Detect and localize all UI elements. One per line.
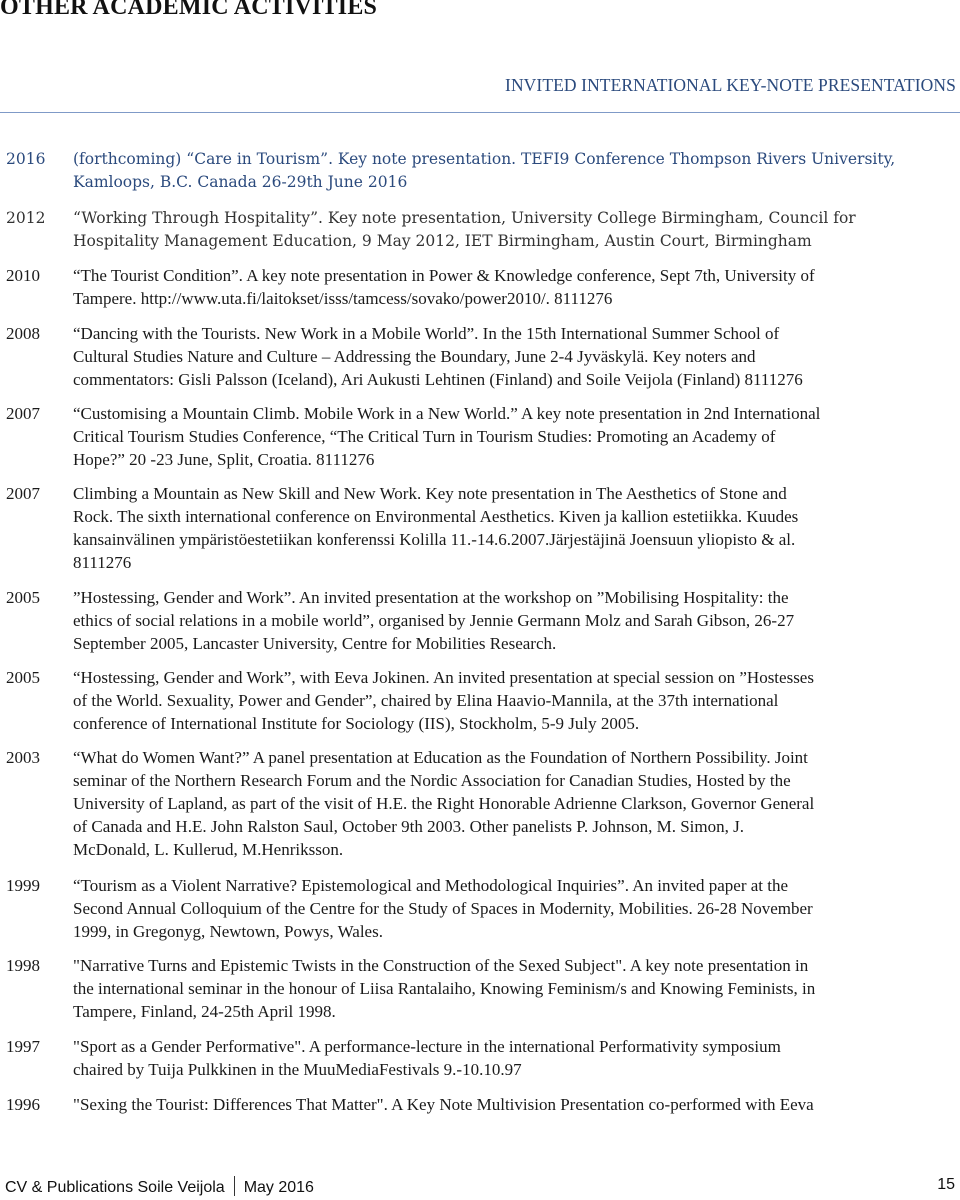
entry-year: 2007	[6, 404, 40, 423]
entry-line: University of Lapland, as part of the visit of H.E. the Right Honorable Adrienne Clarkson, Governor General	[73, 794, 815, 813]
entry-text	[73, 954, 953, 1023]
entry-text	[73, 207, 953, 253]
entry-year: 1999	[6, 876, 40, 895]
entry-line: "Sport as a Gender Performative". A performance-lecture in the international Performativity symposium	[73, 1037, 781, 1056]
entry-line: Cultural Studies Nature and Culture – Addressing the Boundary, June 2-4 Jyväskylä. Key noters and	[73, 347, 756, 366]
entry-text	[73, 1035, 953, 1081]
entry-line: commentators: Gisli Palsson (Iceland), Ari Aukusti Lehtinen (Finland) and Soile Veijola (Finland) 8111276	[73, 370, 803, 389]
entry-text	[73, 322, 953, 391]
entry-line: Hospitality Management Education, 9 May 2012, IET Birmingham, Austin Court, Birmingham	[73, 232, 812, 250]
page-heading: OTHER ACADEMIC ACTIVITIES	[0, 0, 378, 20]
page-number: 15	[937, 1176, 955, 1193]
entry-line: conference of International Institute for Sociology (IIS), Stockholm, 5-9 July 2005.	[73, 714, 640, 733]
entry-line: Hope?” 20 -23 June, Split, Croatia. 8111276	[73, 450, 375, 469]
entry-line: (forthcoming) “Care in Tourism”. Key note presentation. TEFI9 Conference Thompson Rivers University,	[73, 150, 896, 168]
entry-text	[73, 264, 953, 310]
entry-line: Rock. The sixth international conference on Environmental Aesthetics. Kiven ja kallion estetiikka. Kuudes	[73, 507, 799, 526]
entry-line: Tampere. http://www.uta.fi/laitokset/isss/tamcess/sovako/power2010/. 8111276	[73, 289, 613, 308]
entry-year: 2016	[6, 150, 46, 168]
entry-year: 1996	[6, 1095, 40, 1114]
entry-line: 1999, in Gregonyg, Newtown, Powys, Wales.	[73, 922, 383, 941]
entry-line: McDonald, L. Kullerud, M.Henriksson.	[73, 840, 344, 859]
entry-line: "Sexing the Tourist: Differences That Matter". A Key Note Multivision Presentation co-performed with Eeva	[73, 1095, 814, 1114]
entry-line: Critical Tourism Studies Conference, “The Critical Turn in Tourism Studies: Promoting an Academy of	[73, 427, 776, 446]
entry-line: ethics of social relations in a mobile world”, organised by Jennie Germann Molz and Sarah Gibson, 26-27	[73, 611, 795, 630]
entry-line: Kamloops, B.C. Canada 26-29th June 2016	[73, 173, 408, 191]
footer-separator	[234, 1176, 235, 1196]
entry-line: 8111276	[73, 553, 132, 572]
entry-year: 2005	[6, 588, 40, 607]
entry-text	[73, 482, 953, 574]
entry-line: of Canada and H.E. John Ralston Saul, October 9th 2003. Other panelists P. Johnson, M. Simon, J.	[73, 817, 744, 836]
entry-line: “Dancing with the Tourists. New Work in a Mobile World”. In the 15th International Summer School of	[73, 324, 780, 343]
entry-line: “What do Women Want?” A panel presentation at Education as the Foundation of Northern Possibility. Joint	[73, 748, 808, 767]
entry-year: 2010	[6, 266, 40, 285]
entry-line: of the World. Sexuality, Power and Gender”, chaired by Elina Haavio-Mannila, at the 37th international	[73, 691, 779, 710]
entry-text	[73, 874, 953, 943]
entry-text	[73, 746, 953, 861]
entry-year: 2007	[6, 484, 40, 503]
entry-line: kansainvälinen ympäristöestetiikan konferenssi Kolilla 11.-14.6.2007.Järjestäjinä Joensuun yliopisto & al.	[73, 530, 796, 549]
entry-line: Climbing a Mountain as New Skill and New Work. Key note presentation in The Aesthetics of Stone and	[73, 484, 787, 503]
entry-line: “The Tourist Condition”. A key note presentation in Power & Knowledge conference, Sept 7th, University of	[73, 266, 815, 285]
entry-line: the international seminar in the honour of Liisa Rantalaiho, Knowing Feminism/s and Knowing Feminists, in	[73, 979, 816, 998]
entry-line: "Narrative Turns and Epistemic Twists in the Construction of the Sexed Subject". A key note presentation in	[73, 956, 809, 975]
entry-line: ”Hostessing, Gender and Work”. An invited presentation at the workshop on ”Mobilising Hospitality: the	[73, 588, 789, 607]
entry-text	[73, 402, 953, 471]
section-divider	[0, 112, 960, 113]
entry-line: “Hostessing, Gender and Work”, with Eeva Jokinen. An invited presentation at special session on ”Hostesses	[73, 668, 814, 687]
entry-line: “Tourism as a Violent Narrative? Epistemological and Methodological Inquiries”. An invited paper at the	[73, 876, 789, 895]
entry-year: 2005	[6, 668, 40, 687]
section-heading: INVITED INTERNATIONAL KEY-NOTE PRESENTATIONS	[505, 75, 956, 95]
entry-text	[73, 1093, 953, 1116]
footer-title: CV & Publications Soile Veijola	[5, 1179, 225, 1196]
entry-year: 2003	[6, 748, 40, 767]
entry-year: 1997	[6, 1037, 40, 1056]
entry-line: chaired by Tuija Pulkkinen in the MuuMediaFestivals 9.-10.10.97	[73, 1060, 522, 1079]
entry-line: September 2005, Lancaster University, Centre for Mobilities Research.	[73, 634, 557, 653]
entry-text	[73, 666, 953, 735]
entry-text	[73, 586, 953, 655]
entry-year: 2012	[6, 209, 46, 227]
entry-year: 1998	[6, 956, 40, 975]
entry-text	[73, 148, 953, 194]
footer-left	[5, 1176, 314, 1197]
entry-line: seminar of the Northern Research Forum and the Nordic Association for Canadian Studies, Hosted by the	[73, 771, 791, 790]
entry-year: 2008	[6, 324, 40, 343]
entry-line: “Working Through Hospitality”. Key note presentation, University College Birmingham, Council for	[73, 209, 856, 227]
footer-date: May 2016	[243, 1179, 314, 1196]
entry-line: Tampere, Finland, 24-25th April 1998.	[73, 1002, 336, 1021]
entry-line: Second Annual Colloquium of the Centre for the Study of Spaces in Modernity, Mobilities. 26-28 November	[73, 899, 813, 918]
entry-line: “Customising a Mountain Climb. Mobile Work in a New World.” A key note presentation in 2nd International	[73, 404, 821, 423]
